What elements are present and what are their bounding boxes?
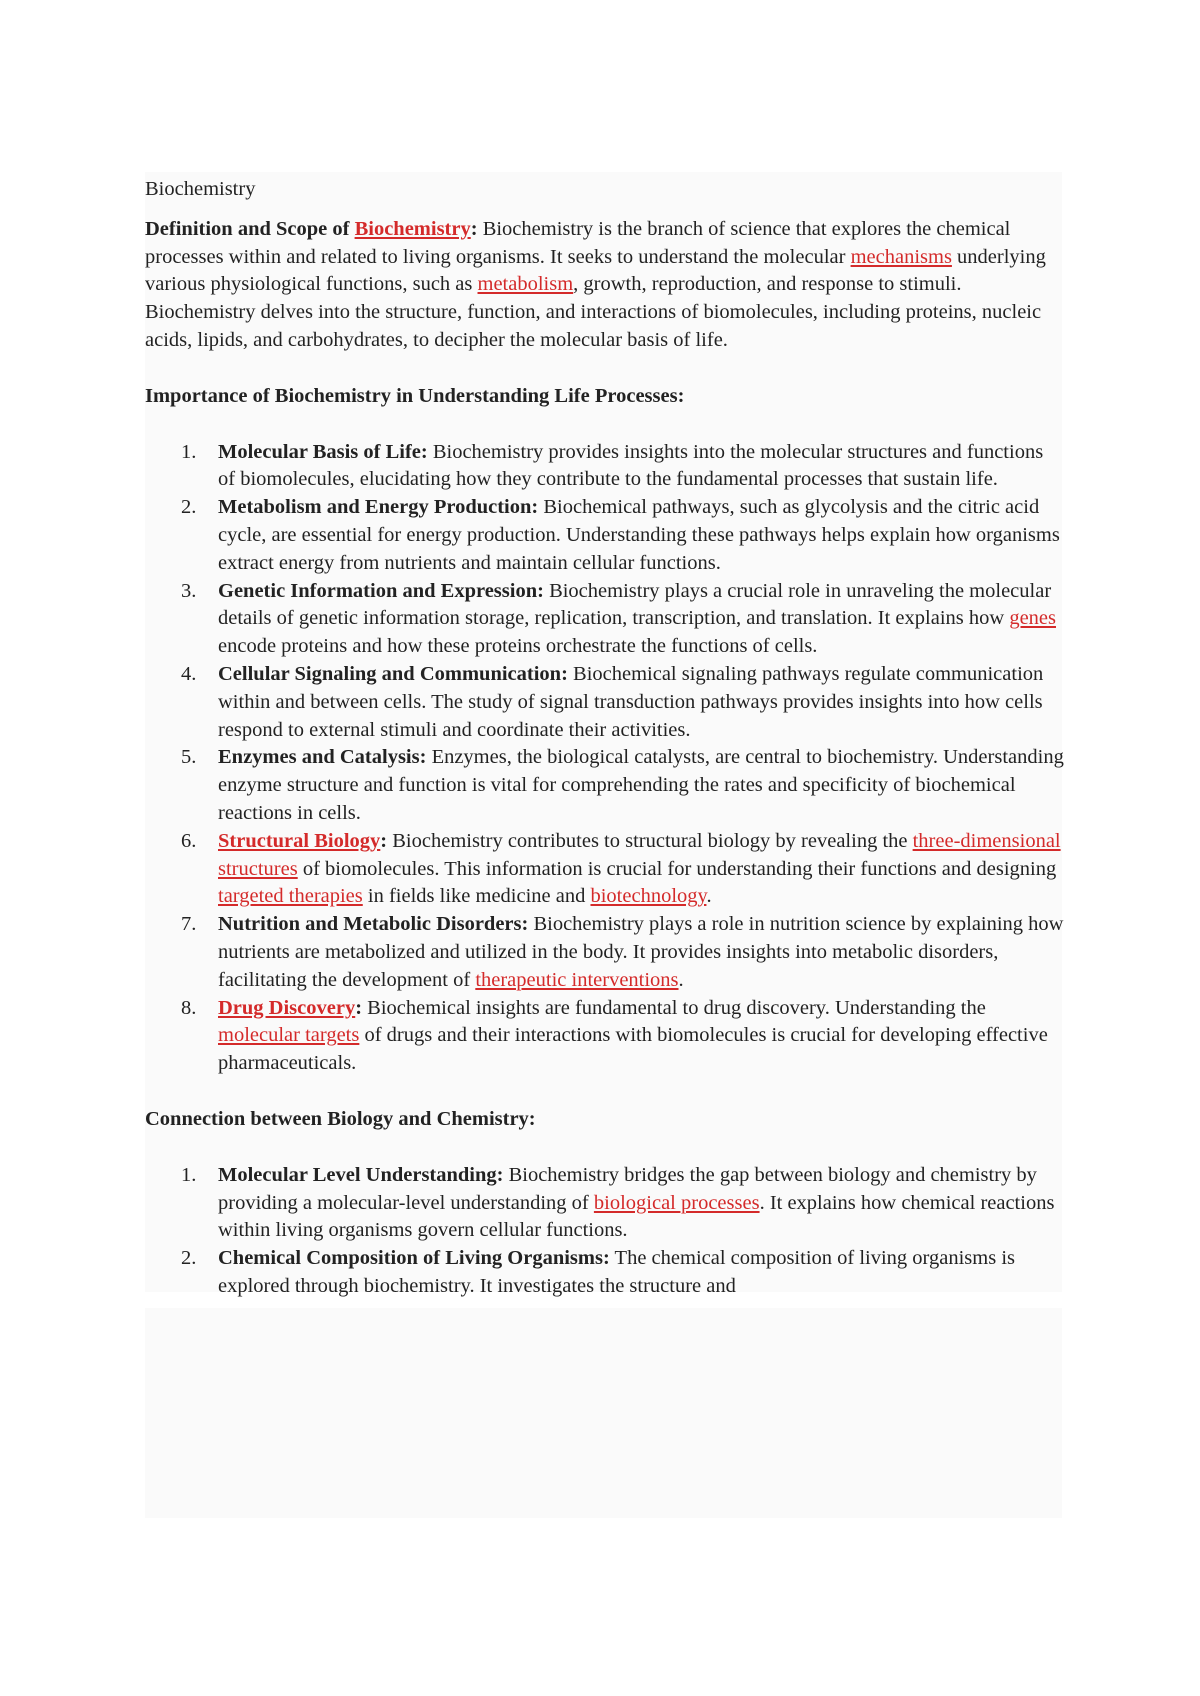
connection-list	[145, 1162, 1065, 1301]
mechanisms-link[interactable]: mechanisms	[850, 245, 952, 268]
item-label: Metabolism and Energy Production:	[218, 496, 539, 519]
text-highlight-region	[145, 1308, 1062, 1518]
item-label: Molecular Basis of Life:	[218, 440, 428, 463]
item-label: Nutrition and Metabolic Disorders:	[218, 913, 529, 936]
list-number: 1.	[181, 440, 197, 463]
structural-biology-link[interactable]: Structural Biology	[218, 829, 381, 852]
metabolism-link[interactable]: metabolism	[477, 273, 574, 296]
list-number: 3.	[181, 579, 197, 602]
targeted-therapies-link[interactable]: targeted therapies	[218, 885, 363, 908]
list-number: 7.	[181, 913, 197, 936]
list-item: 8. Drug Discovery: Biochemical insights are fundamental to drug discovery. Understanding the molecular targets of drugs and their interactions with biomolecules is crucial for developing effective pharmaceuticals.	[181, 996, 1048, 1075]
document-title: Biochemistry	[145, 178, 256, 200]
list-item: 2. Metabolism and Energy Production: Biochemical pathways, such as glycolysis and the citric acid cycle, are essential for energy production. Understanding these pathways helps explain how organisms extract energy from nutrients and maintain cellular functions.	[181, 496, 1060, 574]
list-item: 1. Molecular Level Understanding: Biochemistry bridges the gap between biology and chemistry by providing a molecular-level understanding of biological processes. It explains how chemical reactions within living organisms govern cellular functions.	[181, 1163, 1055, 1242]
list-item: 1. Molecular Basis of Life: Biochemistry provides insights into the molecular structures and functions of biomolecules, elucidating how they contribute to the fundamental processes that sustain life.	[181, 440, 1044, 491]
list-number: 5.	[181, 746, 197, 769]
list-number: 2.	[181, 496, 197, 519]
document-body	[145, 176, 1065, 1301]
list-item: 4. Cellular Signaling and Communication: Biochemical signaling pathways regulate communication within and between cells. The study of signal transduction pathways provides insights into how cells respond to external stimuli and coordinate their activities.	[181, 662, 1044, 741]
list-number: 1.	[181, 1163, 197, 1186]
list-item: 3. Genetic Information and Expression: Biochemistry plays a crucial role in unraveling the molecular details of genetic information storage, replication, transcription, and translation. It explains how genes encode proteins and how these proteins orchestrate the functions of cells.	[181, 579, 1056, 658]
list-item: 2. Chemical Composition of Living Organisms: The chemical composition of living organisms is explored through biochemistry. It investigates the structure and	[181, 1247, 1016, 1297]
list-number: 8.	[181, 996, 197, 1019]
importance-heading: Importance of Biochemistry in Understanding Life Processes:	[145, 384, 685, 407]
item-label: Molecular Level Understanding:	[218, 1163, 504, 1186]
item-label: Cellular Signaling and Communication:	[218, 662, 568, 685]
drug-discovery-link[interactable]: Drug Discovery	[218, 996, 356, 1019]
list-item: 6. Structural Biology: Biochemistry contributes to structural biology by revealing the three-dimensional structures of biomolecules. This information is crucial for understanding their functions and designing targeted therapies in fields like medicine and biotechnology.	[181, 829, 1061, 908]
list-item: 5. Enzymes and Catalysis: Enzymes, the biological catalysts, are central to biochemistry. Understanding enzyme structure and function is vital for comprehending the rates and specificity of biochemical reactions in cells.	[181, 746, 1064, 824]
biochemistry-link[interactable]: Biochemistry	[354, 217, 471, 240]
therapeutic-interventions-link[interactable]: therapeutic interventions	[475, 968, 679, 991]
list-item: 7. Nutrition and Metabolic Disorders: Biochemistry plays a role in nutrition science by explaining how nutrients are metabolized and utilized in the body. It provides insights into metabolic disorders, facilitating the development of therapeutic interventions.	[181, 913, 1064, 991]
definition-label: Definition and Scope of Biochemistry:	[145, 217, 478, 240]
importance-list	[145, 439, 1065, 1078]
list-number: 4.	[181, 662, 197, 685]
connection-heading: Connection between Biology and Chemistry:	[145, 1107, 536, 1130]
biological-processes-link[interactable]: biological processes	[593, 1191, 760, 1214]
molecular-targets-link[interactable]: molecular targets	[218, 1024, 360, 1047]
biotechnology-link[interactable]: biotechnology	[590, 885, 707, 908]
definition-paragraph: Definition and Scope of Biochemistry: Biochemistry is the branch of science that explores the chemical processes within and related to living organisms. It seeks to understand the molecular mechanisms underlying various physiological functions, such as metabolism, growth, reproduction, and response to stimuli. Biochemistry delves into the structure, function, and interactions of biomolecules, including proteins, nucleic acids, lipids, and carbohydrates, to decipher the molecular basis of life.	[145, 217, 1046, 351]
list-number: 6.	[181, 829, 197, 852]
three-dimensional-structures-link[interactable]: three-dimensional structures	[218, 829, 1061, 880]
genes-link[interactable]: genes	[1009, 607, 1056, 630]
item-label: Chemical Composition of Living Organisms:	[218, 1247, 610, 1270]
item-label: Genetic Information and Expression:	[218, 579, 544, 602]
item-label: Enzymes and Catalysis:	[218, 746, 427, 769]
list-number: 2.	[181, 1247, 197, 1270]
